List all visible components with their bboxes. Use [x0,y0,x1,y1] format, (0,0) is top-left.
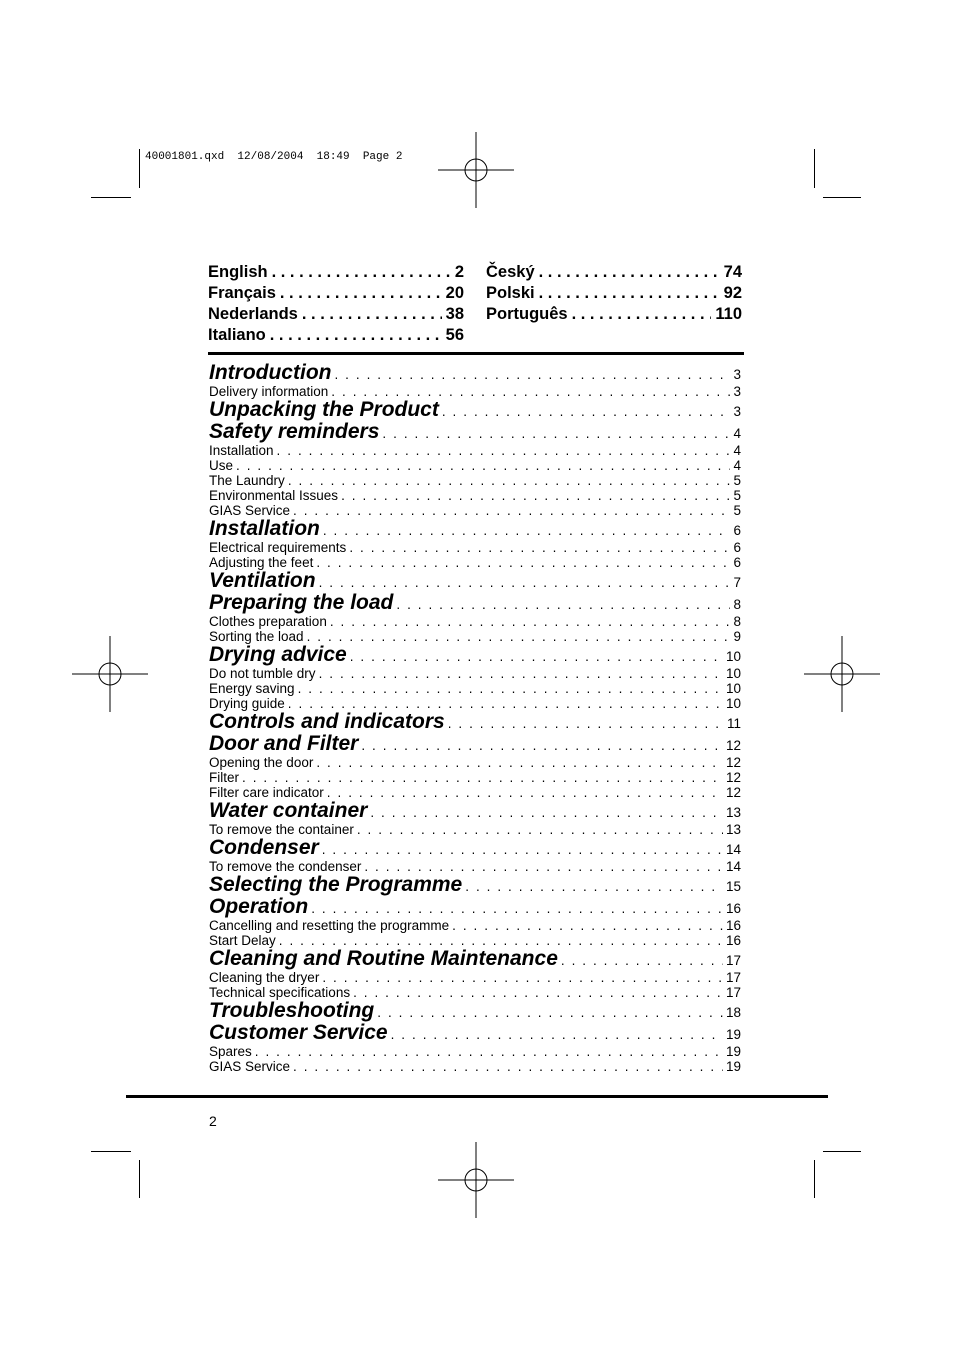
entry-page-number: 11 [726,716,741,731]
dot-leader [288,473,731,488]
entry-page-number: 10 [725,649,741,664]
entry-title: Filter care indicator [209,785,324,800]
dot-leader [357,822,723,837]
dot-leader [353,985,723,1000]
entry-title: Environmental Issues [209,488,339,503]
dot-leader [442,401,731,423]
entry-title: Polski [486,284,535,302]
entry-title: Technical specifications [209,985,351,1000]
dot-leader [236,458,730,473]
entry-title: Český [486,263,535,281]
entry-page-number: 5 [733,488,741,503]
entry-title: Drying guide [209,696,285,711]
toc-subsection-entry [209,488,741,503]
bottom-rule [126,1095,828,1098]
toc-section-entry [209,399,741,421]
dot-leader [293,503,730,518]
entry-page-number: 17 [725,985,741,1000]
dot-leader [298,681,723,696]
dot-leader [452,918,723,933]
entry-title: Start Delay [209,933,276,948]
toc-section-entry [209,362,741,384]
entry-page-number: 17 [725,953,741,968]
toc-section-entry [209,800,741,822]
entry-page-number: 12 [725,738,741,753]
language-entry [486,304,742,325]
entry-title: Water container [209,799,368,822]
dot-leader [396,594,730,616]
dot-leader [382,423,730,445]
dot-leader [448,713,724,735]
table-of-contents [209,362,741,1074]
entry-title: English [208,263,268,281]
entry-page-number: 12 [725,755,741,770]
dot-leader [322,839,723,861]
dot-leader [279,933,723,948]
entry-page-number: 19 [725,1027,741,1042]
entry-page-number: 92 [723,284,742,302]
dot-leader [316,555,730,570]
entry-title: Sorting the load [209,629,304,644]
language-entry [208,304,464,325]
dot-leader [349,540,730,555]
toc-section-entry [209,874,741,896]
entry-title: Do not tumble dry [209,666,316,681]
toc-section-entry [209,711,741,733]
toc-subsection-entry [209,629,741,644]
crop-mark [823,197,861,198]
entry-title: Drying advice [209,643,347,666]
entry-title: Condenser [209,836,319,859]
entry-title: Spares [209,1044,252,1059]
entry-page-number: 10 [725,696,741,711]
toc-subsection-entry [209,540,741,555]
toc-subsection-entry [209,458,741,473]
dot-leader [323,520,731,542]
toc-subsection-entry [209,503,741,518]
entry-page-number: 19 [725,1044,741,1059]
dot-leader [572,304,712,325]
entry-page-number: 15 [725,879,741,894]
entry-page-number: 18 [725,1005,741,1020]
toc-subsection-entry [209,822,741,837]
dot-leader [334,364,730,386]
entry-title: Filter [209,770,239,785]
entry-title: Clothes preparation [209,614,327,629]
entry-page-number: 6 [733,523,741,538]
toc-subsection-entry [209,918,741,933]
entry-title: To remove the container [209,822,354,837]
crop-mark [823,1151,861,1152]
toc-subsection-entry [209,384,741,399]
toc-section-entry [209,837,741,859]
entry-page-number: 16 [725,918,741,933]
top-rule [208,352,744,355]
language-entry [208,262,464,283]
toc-subsection-entry [209,614,741,629]
dot-leader [539,283,720,304]
dot-leader [330,614,731,629]
entry-title: Operation [209,895,309,918]
entry-title: Cleaning the dryer [209,970,320,985]
page-number: 2 [209,1113,217,1129]
entry-title: Italiano [208,326,266,344]
toc-subsection-entry [209,473,741,488]
entry-page-number: 10 [725,681,741,696]
dot-leader [350,646,723,668]
dot-leader [316,755,723,770]
dot-leader [331,384,730,399]
entry-page-number: 38 [445,305,464,323]
dot-leader [561,950,723,972]
entry-title: Introduction [209,361,332,384]
entry-page-number: 14 [725,842,741,857]
entry-page-number: 56 [445,326,464,344]
dot-leader [361,735,723,757]
language-entry [208,325,464,346]
crop-mark [91,1151,131,1152]
entry-page-number: 6 [733,540,741,555]
entry-page-number: 17 [725,970,741,985]
toc-section-entry [209,570,741,592]
dot-leader [465,876,723,898]
entry-title: GIAS Service [209,503,291,518]
entry-page-number: 9 [733,629,741,644]
toc-section-entry [209,1022,741,1044]
dot-leader [270,325,442,346]
language-entry [486,262,742,283]
dot-leader [327,785,723,800]
entry-title: Preparing the load [209,591,394,614]
entry-page-number: 10 [725,666,741,681]
entry-title: Selecting the Programme [209,873,463,896]
entry-title: Electrical requirements [209,540,347,555]
crop-mark [139,1160,140,1198]
toc-subsection-entry [209,443,741,458]
entry-title: Controls and indicators [209,710,445,733]
entry-title: Opening the door [209,755,314,770]
toc-subsection-entry [209,985,741,1000]
entry-title: Use [209,458,234,473]
entry-page-number: 8 [733,597,741,612]
toc-subsection-entry [209,1044,741,1059]
entry-page-number: 4 [733,443,741,458]
entry-title: GIAS Service [209,1059,291,1074]
entry-page-number: 14 [725,859,741,874]
entry-page-number: 8 [733,614,741,629]
entry-page-number: 12 [725,770,741,785]
registration-mark-icon [438,132,514,208]
entry-title: Installation [209,517,320,540]
crop-mark [91,197,131,198]
entry-page-number: 16 [725,933,741,948]
toc-subsection-entry [209,859,741,874]
entry-title: Ventilation [209,569,316,592]
dot-leader [293,1059,723,1074]
entry-page-number: 5 [733,473,741,488]
entry-page-number: 4 [733,458,741,473]
entry-title: Unpacking the Product [209,398,439,421]
toc-subsection-entry [209,666,741,681]
entry-title: Français [208,284,276,302]
entry-page-number: 6 [733,555,741,570]
entry-title: Installation [209,443,274,458]
entry-page-number: 7 [733,575,741,590]
dot-leader [311,898,723,920]
crop-mark [139,149,140,188]
entry-title: Nederlands [208,305,298,323]
entry-title: To remove the condenser [209,859,362,874]
registration-mark-icon [438,1142,514,1218]
entry-page-number: 19 [725,1059,741,1074]
entry-title: Adjusting the feet [209,555,314,570]
toc-section-entry [209,421,741,443]
entry-page-number: 16 [725,901,741,916]
entry-title: Delivery information [209,384,329,399]
entry-page-number: 110 [715,305,742,323]
toc-section-entry [209,733,741,755]
toc-section-entry [209,896,741,918]
registration-mark-icon [804,636,880,712]
entry-title: Cleaning and Routine Maintenance [209,947,558,970]
entry-title: Energy saving [209,681,295,696]
entry-page-number: 2 [454,263,464,281]
entry-page-number: 4 [733,426,741,441]
toc-section-entry [209,948,741,970]
toc-section-entry [209,644,741,666]
toc-subsection-entry [209,933,741,948]
entry-title: Cancelling and resetting the programme [209,918,450,933]
crop-mark [814,149,815,188]
dot-leader [364,859,723,874]
crop-mark [814,1160,815,1198]
dot-leader [272,262,451,283]
entry-page-number: 20 [445,284,464,302]
dot-leader [302,304,442,325]
entry-title: Door and Filter [209,732,359,755]
language-index-left [208,262,464,346]
language-entry [486,283,742,304]
toc-subsection-entry [209,1059,741,1074]
entry-title: Troubleshooting [209,999,375,1022]
entry-page-number: 12 [725,785,741,800]
dot-leader [307,629,731,644]
dot-leader [391,1024,723,1046]
toc-section-entry [209,518,741,540]
toc-subsection-entry [209,696,741,711]
toc-subsection-entry [209,755,741,770]
dot-leader [288,696,723,711]
entry-title: The Laundry [209,473,285,488]
dot-leader [341,488,730,503]
toc-subsection-entry [209,970,741,985]
toc-subsection-entry [209,785,741,800]
language-index-right [486,262,742,325]
entry-page-number: 13 [725,805,741,820]
print-slug: 40001801.qxd 12/08/2004 18:49 Page 2 [145,151,403,163]
toc-subsection-entry [209,770,741,785]
dot-leader [277,443,731,458]
registration-mark-icon [72,636,148,712]
entry-title: Português [486,305,568,323]
entry-title: Customer Service [209,1021,388,1044]
dot-leader [319,666,723,681]
toc-section-entry [209,1000,741,1022]
dot-leader [242,770,723,785]
dot-leader [370,802,723,824]
dot-leader [377,1002,723,1024]
language-entry [208,283,464,304]
entry-page-number: 5 [733,503,741,518]
toc-subsection-entry [209,555,741,570]
entry-page-number: 74 [723,263,742,281]
toc-section-entry [209,592,741,614]
entry-page-number: 3 [733,367,741,382]
entry-page-number: 3 [733,404,741,419]
entry-page-number: 13 [725,822,741,837]
dot-leader [322,970,723,985]
dot-leader [255,1044,723,1059]
entry-title: Safety reminders [209,420,380,443]
entry-page-number: 3 [733,384,741,399]
toc-subsection-entry [209,681,741,696]
dot-leader [280,283,442,304]
dot-leader [539,262,720,283]
